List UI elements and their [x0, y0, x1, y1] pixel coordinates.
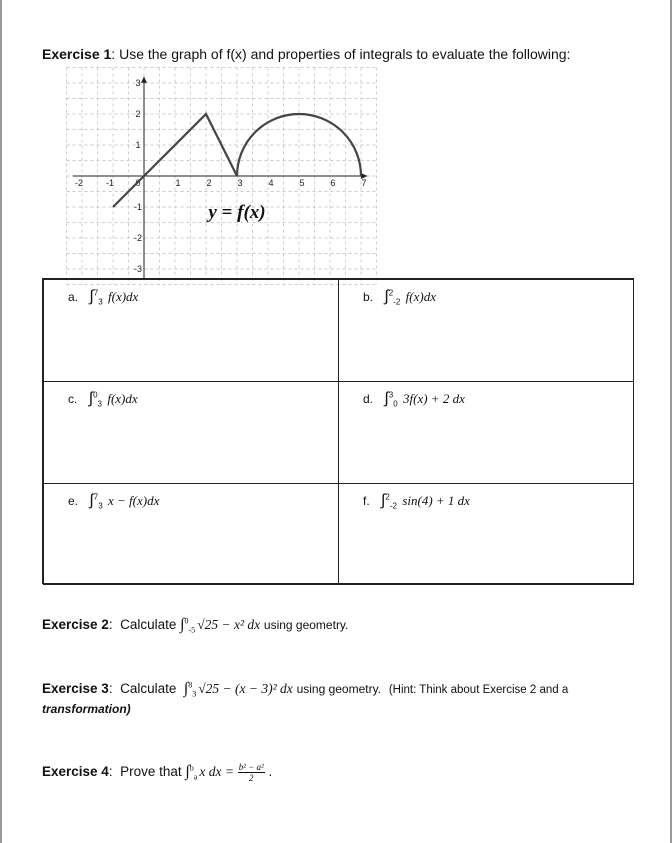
exercise4-fraction: $\frac{\text{b² − a²}}{2}$ — [238, 762, 264, 783]
part-e-cell: e. ∫$^7_3$ x − f(x)dx — [43, 483, 339, 585]
y-axis-arrow — [141, 77, 147, 83]
exercise1-heading: Exercise 1: Use the graph of f(x) and properties of integrals to evaluate the following: — [42, 46, 571, 62]
document-page — [2, 0, 670, 843]
y-tick-label: 3 — [135, 78, 141, 88]
exercise1-instruction: Use the graph of f(x) and properties of integrals to evaluate the following: — [119, 46, 571, 62]
exercise3-label: Exercise 3 — [42, 681, 109, 696]
y-tick-label: -3 — [133, 264, 143, 274]
part-c-cell: c. ∫$^0_3$ f(x)dx — [43, 381, 339, 484]
exercise3-hint-cont: transformation) — [42, 702, 131, 716]
part-f-letter: f. — [363, 494, 370, 508]
part-f-cell: f. ∫$^2_{-2}$ sin(4) + 1 dx — [338, 483, 634, 585]
part-d-cell: d. ∫$^3_0$ 3f(x) + 2 dx — [338, 381, 634, 484]
x-tick-label: 1 — [175, 178, 181, 188]
x-tick-label: -2 — [74, 178, 84, 188]
parts-table — [42, 278, 634, 584]
exercise4-line: Exercise 4: Prove that ∫$^b_a$ x dx = $\frac{\text{b² − a²}}{2}$ . — [42, 762, 273, 783]
y-tick-label: -2 — [133, 233, 143, 243]
x-tick-label: -1 — [105, 178, 115, 188]
exercise3-prefix: Calculate — [120, 681, 177, 696]
exercise2-suffix: using geometry. — [263, 618, 349, 632]
x-tick-label: 6 — [330, 178, 336, 188]
part-f-integrand: sin(4) + 1 dx — [402, 493, 470, 508]
x-tick-label: 0 — [135, 178, 141, 188]
x-tick-label: 2 — [206, 178, 212, 188]
x-tick-label: 4 — [268, 178, 274, 188]
function-graph — [74, 76, 372, 276]
exercise2-line: Exercise 2: Calculate ∫$^0_{-5}$ √25 − x² dx using geometry. — [42, 616, 349, 635]
part-a-letter: a. — [68, 290, 79, 304]
exercise3-hint: (Hint: Think about Exercise 2 and a — [388, 684, 569, 696]
y-tick-label: 1 — [135, 140, 141, 150]
y-tick-label: -1 — [133, 202, 143, 212]
exercise4-integrand: x dx = — [199, 764, 234, 780]
exercise2-label: Exercise 2 — [42, 617, 109, 632]
part-a-cell: a. ∫$^7_3$ f(x)dx — [43, 279, 339, 382]
part-e-letter: e. — [68, 494, 79, 508]
y-tick-label: 2 — [135, 109, 141, 119]
part-c-integrand: f(x)dx — [107, 391, 138, 406]
part-b-integrand: f(x)dx — [405, 289, 436, 304]
exercise3-line: Exercise 3: Calculate ∫$^8_3$ √25 − (x − 3)² dx using geometry. (Hint: Think about Exercise 2 and a — [42, 680, 569, 699]
part-a-integrand: f(x)dx — [108, 289, 139, 304]
exercise3-suffix: using geometry. — [296, 682, 382, 696]
exercise2-integrand: √25 − x² dx — [197, 617, 261, 632]
x-tick-label: 3 — [237, 178, 243, 188]
part-b-cell: b. ∫$^2_{-2}$ f(x)dx — [338, 279, 634, 382]
exercise3-integrand: √25 − (x − 3)² dx — [198, 681, 293, 696]
exercise2-prefix: Calculate — [120, 617, 177, 632]
x-tick-label: 5 — [299, 178, 305, 188]
exercise4-label: Exercise 4 — [42, 764, 109, 780]
x-tick-label: 7 — [361, 178, 367, 188]
part-e-integrand: x − f(x)dx — [108, 493, 160, 508]
part-c-letter: c. — [68, 392, 78, 406]
exercise1-label: Exercise 1 — [42, 46, 112, 62]
part-d-integrand: 3f(x) + 2 dx — [403, 391, 465, 406]
exercise4-prefix: Prove that — [120, 764, 182, 780]
graph-equation-label: y = f(x) — [208, 201, 266, 223]
part-d-letter: d. — [363, 392, 374, 406]
part-b-letter: b. — [363, 290, 374, 304]
